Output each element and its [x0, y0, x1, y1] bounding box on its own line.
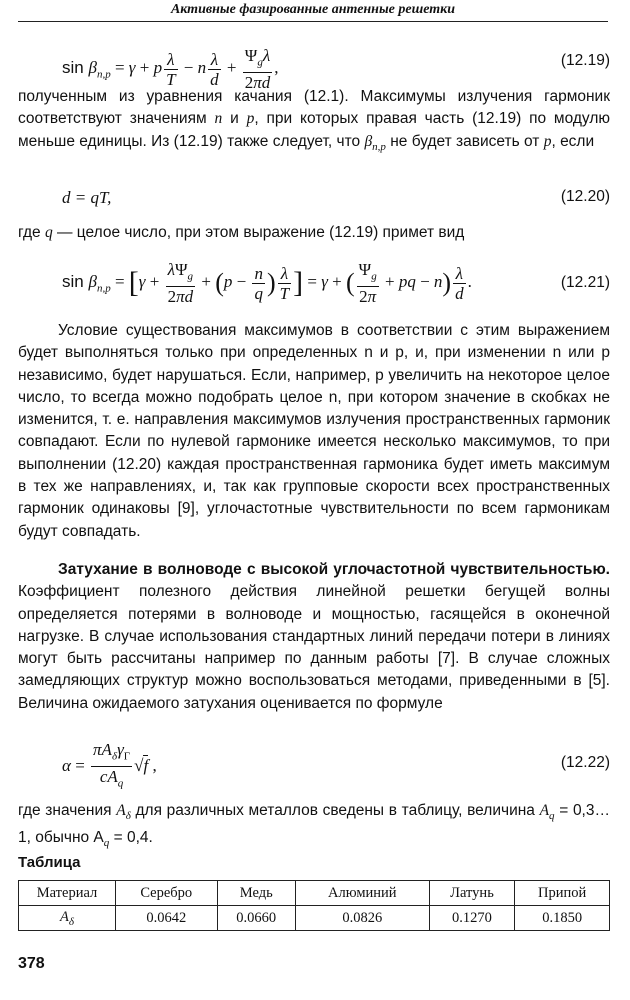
p5-text-c: = 0,3…1, обычно A — [18, 802, 610, 847]
table-cell: 0.0826 — [295, 906, 429, 931]
p1-text-and: и — [230, 110, 239, 128]
p3-text: Условие существования максимумов в соответствии с этим выражением будет выполняться только при определенных n и p, и, при изменении n или p независимо, будет нарушаться. Если, например, p увеличить на некоторое целое число, то всегда можно подобрать целое n, при котором значение в скобках не изменится, т. е. направления максимумов излучения пространственных гармоник совпадают. Если по нулевой гармонике имеется несколько максимумов, то при выполнении (12.20) каждая пространственная гармоника будет иметь максимум в тех же направлениях, и, так как групповые скорости всех пространственных гармоник одинаковы [9], углочастотные чувствительности по всем гармоникам будут совпадать. — [18, 322, 610, 540]
p5-var-aq: A — [539, 802, 550, 819]
formula-12-19 — [18, 40, 610, 93]
p1-text-a: полученным из уравнения качания (12.1). Максимумы излучения гармоник соответствуют значениям — [18, 88, 610, 128]
p5-text-c-sub: q — [103, 837, 110, 850]
p1-text-c: не будет зависеть от — [390, 132, 540, 150]
table-row-label — [19, 906, 116, 931]
p1-text-b: , при которых правая часть (12.19) по модулю меньше единицы. Из (12.19) также следует, что — [18, 110, 610, 150]
p5-text-a: где значения — [18, 802, 112, 819]
table-header-row — [19, 881, 610, 906]
formula-12-21-body: $\sin \beta_{n,p} = [\gamma$ + $\frac{\lambda\Psi_g}{2\pi d}$ + (p − $\frac{n}{q}$ ) $\frac{\lambda}{T}$ ] = γ + ( $\frac{\Psi_g}{2\pi}$ + pq − n) $\frac{\lambda}{d}$ . — [62, 260, 472, 307]
formula-12-21-label: (12.21) — [560, 274, 610, 291]
table-title: Таблица — [18, 854, 81, 871]
metals-table — [18, 880, 610, 931]
p1-var-beta-sub: n,p — [372, 140, 386, 153]
formula-12-19-body: $\sin \beta_{n,p} = \gamma + p$ $\frac{\lambda}{T}$ − n $\frac{\lambda}{d}$ + $\frac{\Psi_g\lambda}{2\pi d}$ , — [62, 46, 279, 93]
table-header-cell: Серебро — [116, 881, 218, 906]
table-cell: 0.1270 — [429, 906, 515, 931]
paragraph-1 — [18, 86, 610, 158]
formula-12-21 — [18, 256, 610, 312]
table-row — [19, 906, 610, 931]
formula-12-20 — [18, 188, 610, 214]
p4-heading: Затухание в волноводе с высокой углочастотной чувствительностью. — [58, 561, 610, 578]
table-cell: 0.1850 — [515, 906, 610, 931]
table-header-cell: Алюминий — [295, 881, 429, 906]
table-header-cell: Медь — [217, 881, 295, 906]
row-label-a: A — [60, 908, 69, 925]
p1-var-n: n — [214, 110, 223, 128]
table-header-cell: Латунь — [429, 881, 515, 906]
p2-text-b: — целое число, при этом выражение (12.19) примет вид — [57, 224, 465, 241]
p5-text-b: для различных металлов сведены в таблицу, величина — [135, 802, 535, 819]
p4-text: Коэффициент полезного действия линейной решетки бегущей волны определяется потерями в волноводе и мощностью, гасящейся в оконечной нагрузке. В случае использования стандартных линий передачи потери в линиях могут быть рассчитаны например по данным работы [7]. В случае сложных замедляющих структур можно воспользоваться методами, приведенными в [5]. Величина ожидаемого затухания оценивается по формуле — [18, 583, 610, 712]
paragraph-3 — [18, 320, 610, 543]
formula-12-22 — [18, 740, 610, 792]
p5-var-aq-sub: q — [549, 810, 555, 823]
row-label-sub: δ — [68, 915, 74, 928]
table-cell: 0.0660 — [217, 906, 295, 931]
formula-12-20-label: (12.20) — [560, 188, 610, 205]
page-number: 378 — [18, 955, 45, 972]
p1-var-p: p — [246, 110, 255, 128]
p2-text-a: где — [18, 224, 41, 241]
p5-text-d: = 0,4. — [113, 829, 153, 847]
formula-12-19-label: (12.19) — [560, 52, 610, 69]
table-cell: 0.0642 — [116, 906, 218, 931]
p5-var-ad-sub: δ — [125, 810, 131, 823]
header-title: Активные фазированные антенные решетки — [170, 2, 456, 17]
table-header-cell: Материал — [19, 881, 116, 906]
formula-12-22-label: (12.22) — [560, 754, 610, 771]
p1-text-d: , если — [551, 132, 595, 150]
formula-12-20-body: d = qT, — [62, 188, 112, 207]
paragraph-4 — [18, 559, 610, 715]
p1-var-beta: β — [364, 132, 373, 150]
paragraph-2 — [18, 222, 610, 244]
running-header — [18, 0, 608, 22]
paragraph-5 — [18, 800, 610, 855]
p5-var-ad: A — [116, 802, 126, 819]
p2-var-q: q — [44, 224, 53, 241]
table-header-cell: Припой — [515, 881, 610, 906]
p1-var-p2: p — [543, 132, 552, 150]
formula-12-22-body: α = $\frac{\pi A_\delta\gamma_\Gamma}{cA_q}$ √f , — [62, 740, 157, 790]
